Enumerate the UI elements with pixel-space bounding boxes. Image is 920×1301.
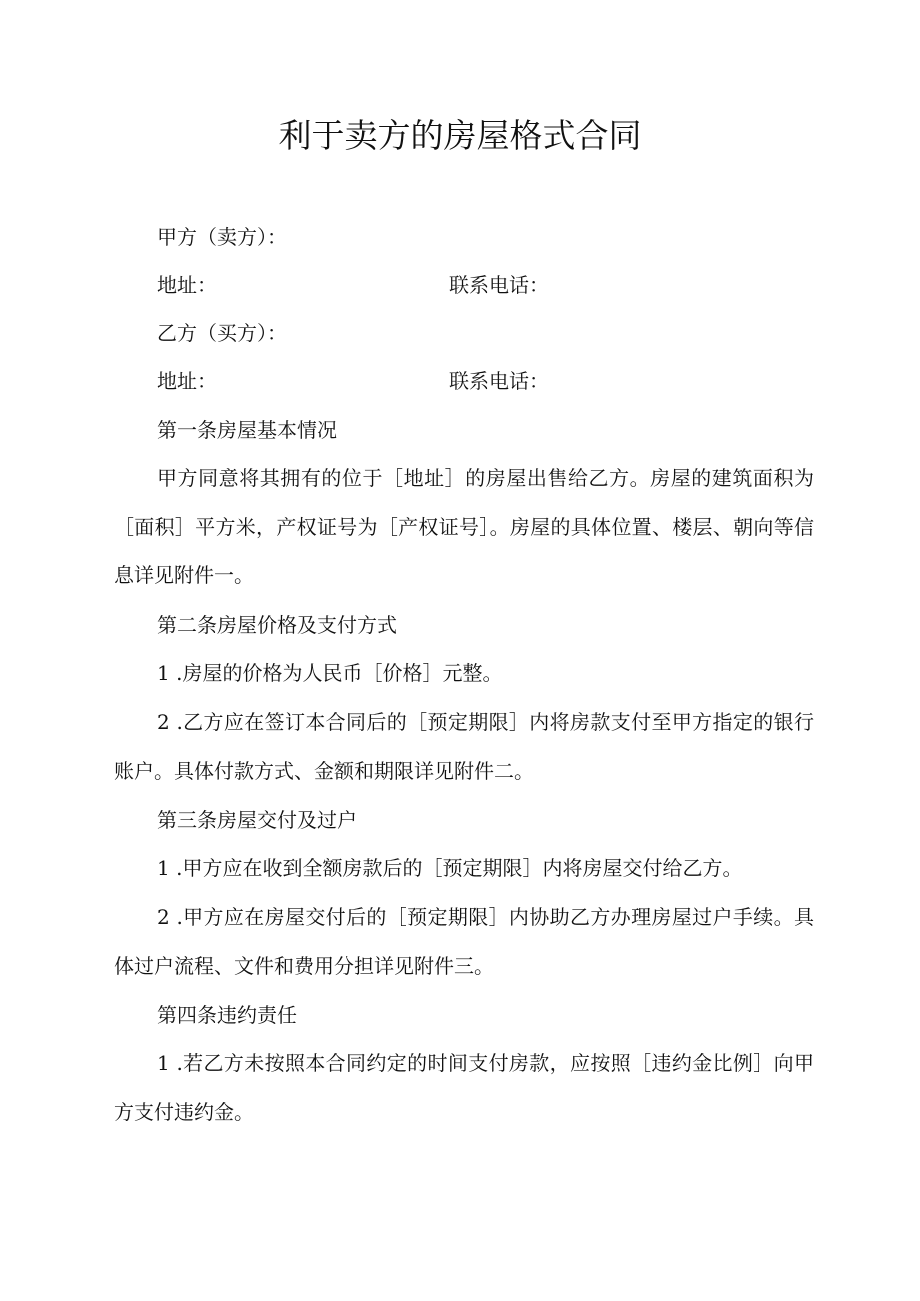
party-a-phone-label: 联系电话：: [449, 273, 549, 297]
party-b-phone-label: 联系电话：: [449, 369, 549, 393]
document-title: 利于卖方的房屋格式合同: [278, 116, 642, 155]
party-b-address-label: 地址：: [157, 369, 217, 393]
section-1-paragraph-1: 甲方同意将其拥有的位于［地址］的房屋出售给乙方。房屋的建筑面积为［面积］平方米，产权证号为［产权证号］。房屋的具体位置、楼层、朝向等信息详见附件一。: [114, 466, 814, 587]
section-4-paragraph-1: 1 .若乙方未按照本合同约定的时间支付房款，应按照［违约金比例］向甲方支付违约金。: [114, 1051, 814, 1124]
section-3-paragraph-1: 1 .甲方应在收到全额房款后的［预定期限］内将房屋交付给乙方。: [157, 856, 743, 880]
section-2-heading: 第二条房屋价格及支付方式: [157, 613, 397, 637]
section-3-paragraph-2: 2 .甲方应在房屋交付后的［预定期限］内协助乙方办理房屋过户手续。具体过户流程、文件和费用分担详见附件三。: [114, 905, 814, 978]
section-1-heading: 第一条房屋基本情况: [157, 418, 337, 442]
party-a-label: 甲方（卖方）：: [157, 225, 287, 249]
section-3-heading: 第三条房屋交付及过户: [157, 808, 357, 832]
party-a-address-label: 地址：: [157, 273, 217, 297]
section-2-paragraph-2: 2 .乙方应在签订本合同后的［预定期限］内将房款支付至甲方指定的银行账户。具体付款方式、金额和期限详见附件二。: [114, 710, 814, 783]
party-b-label: 乙方（买方）：: [157, 321, 287, 345]
section-2-paragraph-1: 1 .房屋的价格为人民币［价格］元整。: [157, 661, 503, 685]
section-4-heading: 第四条违约责任: [157, 1003, 297, 1027]
